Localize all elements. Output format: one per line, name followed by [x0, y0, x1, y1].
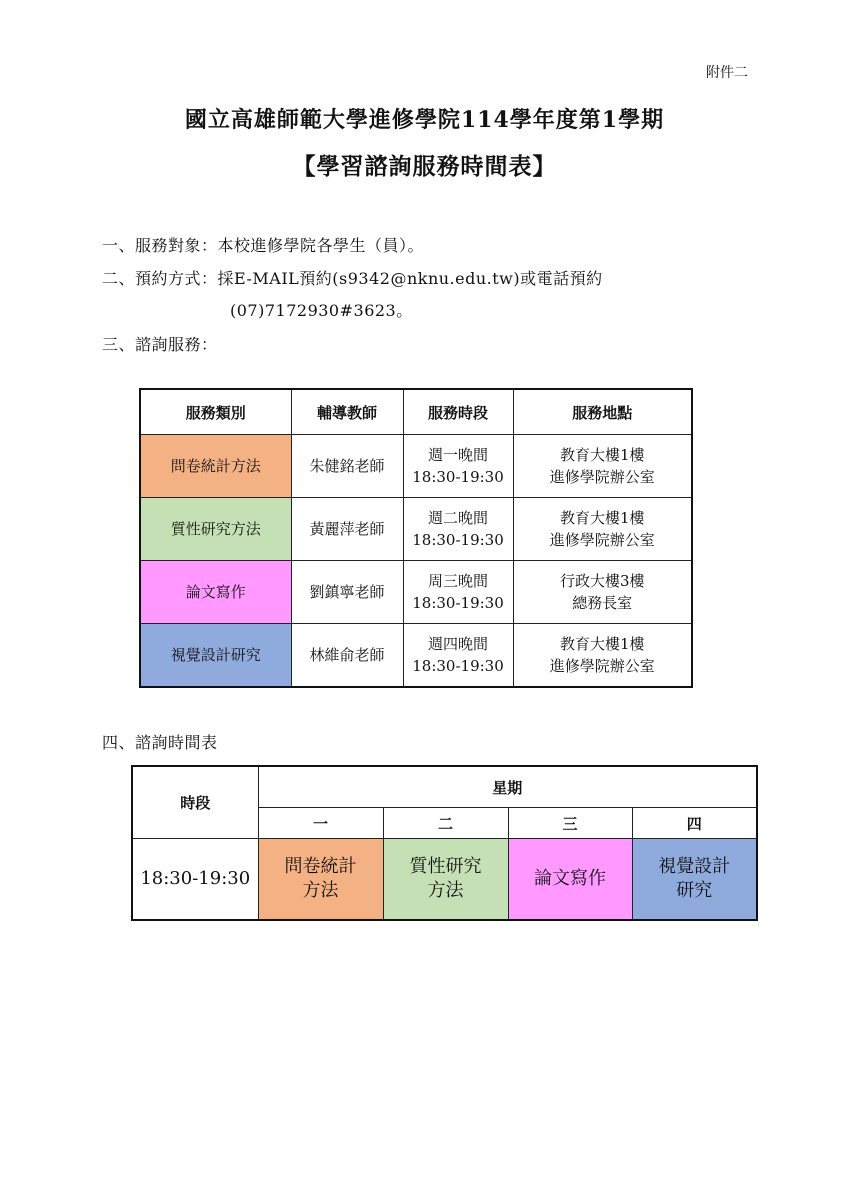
place-cell: [513, 435, 692, 498]
header-category: 服務類別: [140, 389, 291, 435]
teacher-cell: 林維俞老師: [291, 624, 403, 688]
cell-line: 質性研究: [409, 856, 482, 877]
time-slot-cell: 18:30-19:30: [132, 839, 258, 921]
services-table: [139, 388, 693, 688]
cell-line: 研究: [676, 880, 713, 901]
time-cell: [403, 498, 513, 561]
service-category-cell: 論文寫作: [140, 561, 291, 624]
day-thursday: 四: [632, 808, 757, 839]
place-room: 進修學院辦公室: [549, 657, 655, 675]
time-range: 18:30-19:30: [412, 594, 504, 612]
time-day: 週四晚間: [427, 635, 488, 653]
schedule-cell-thursday: [632, 839, 757, 921]
table-row: [140, 498, 692, 561]
annex-label: 附件二: [706, 65, 748, 81]
weekday-header: 星期: [258, 766, 757, 808]
place-cell: [513, 498, 692, 561]
period-header: 時段: [132, 766, 258, 839]
header-time: 服務時段: [403, 389, 513, 435]
time-cell: [403, 561, 513, 624]
place-cell: [513, 561, 692, 624]
time-range: 18:30-19:30: [412, 468, 504, 486]
day-wednesday: 三: [508, 808, 632, 839]
place-cell: [513, 624, 692, 688]
cell-line: 方法: [427, 880, 464, 901]
header-place: 服務地點: [513, 389, 692, 435]
schedule-cell-wednesday: [508, 839, 632, 921]
place-building: 教育大樓1樓: [559, 509, 645, 527]
teacher-cell: 黃麗萍老師: [291, 498, 403, 561]
schedule-cell-tuesday: [383, 839, 508, 921]
section-booking: 二、預約方式：採E-MAIL預約(s9342@nknu.edu.tw)或電話預約: [102, 269, 603, 288]
place-building: 教育大樓1樓: [559, 446, 645, 464]
page-subtitle: 【學習諮詢服務時間表】: [292, 153, 557, 180]
time-day: 周三晚間: [427, 572, 488, 590]
teacher-cell: 劉鎮寧老師: [291, 561, 403, 624]
service-category-cell: 視覺設計研究: [140, 624, 291, 688]
teacher-cell: 朱健銘老師: [291, 435, 403, 498]
section-target: 一、服務對象：本校進修學院各學生（員）。: [102, 236, 425, 255]
cell-line: 問卷統計: [284, 856, 357, 877]
day-tuesday: 二: [383, 808, 508, 839]
header-teacher: 輔導教師: [291, 389, 403, 435]
schedule-header-row: [132, 766, 757, 808]
time-day: 週二晚間: [427, 509, 488, 527]
schedule-table: [131, 765, 758, 921]
section-booking-phone: (07)7172930#3623。: [230, 301, 413, 320]
time-range: 18:30-19:30: [412, 531, 504, 549]
place-room: 進修學院辦公室: [549, 468, 655, 486]
cell-line: 視覺設計: [658, 856, 731, 877]
section-schedule: 四、諮詢時間表: [102, 733, 218, 752]
table-row: [140, 624, 692, 688]
place-room: 進修學院辦公室: [549, 531, 655, 549]
day-monday: 一: [258, 808, 383, 839]
table-row: [132, 839, 757, 921]
page-title: 國立高雄師範大學進修學院114學年度第1學期: [184, 107, 665, 133]
time-cell: [403, 624, 513, 688]
services-header-row: [140, 389, 692, 435]
time-cell: [403, 435, 513, 498]
place-building: 教育大樓1樓: [559, 635, 645, 653]
table-row: [140, 561, 692, 624]
place-building: 行政大樓3樓: [559, 572, 645, 590]
time-range: 18:30-19:30: [412, 657, 504, 675]
service-category-cell: 問卷統計方法: [140, 435, 291, 498]
table-row: [140, 435, 692, 498]
section-service: 三、諮詢服務：: [102, 335, 218, 354]
time-day: 週一晚間: [427, 446, 488, 464]
place-room: 總務長室: [572, 594, 633, 612]
cell-line: 論文寫作: [534, 868, 606, 889]
service-category-cell: 質性研究方法: [140, 498, 291, 561]
cell-line: 方法: [302, 880, 339, 901]
schedule-cell-monday: [258, 839, 383, 921]
